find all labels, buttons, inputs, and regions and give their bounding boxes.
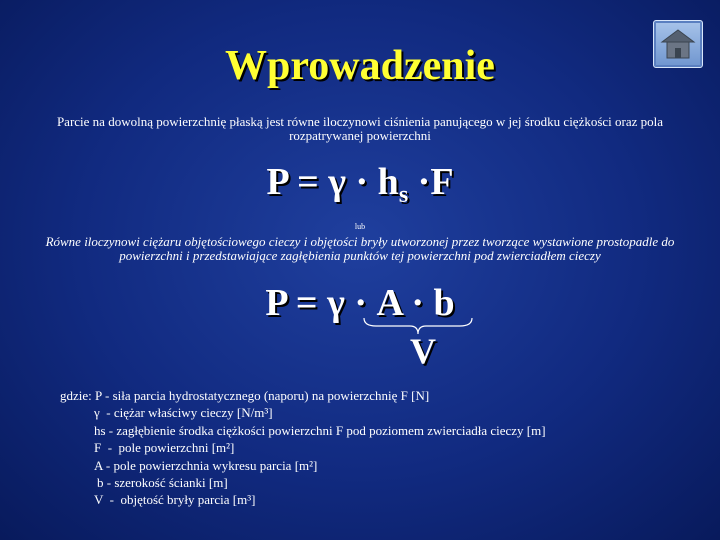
separator-label: lub — [354, 222, 366, 231]
formula-pressure-force — [0, 160, 720, 208]
legend-text: b - szerokość ścianki [m] — [97, 475, 228, 491]
legend-row — [60, 439, 546, 456]
legend-text: gdzie: P - siła parcia hydrostatycznego (naporu) na powierzchnię F [N] — [60, 388, 430, 403]
slide-title: Wprowadzenie — [225, 43, 495, 89]
legend-text: γ - ciężar właściwy cieczy [N/m³] — [94, 405, 273, 421]
formula-volume: P = γ · A · b — [265, 282, 455, 324]
formula-subscript: s — [398, 182, 409, 208]
legend-row — [60, 474, 546, 491]
legend-row — [60, 387, 546, 404]
legend-row — [60, 491, 546, 508]
intro-paragraph: Parcie na dowolną powierzchnię płaską jest równe iloczynowi ciśnienia panującego w jej środku ciężkości oraz pola rozpatrywanej powierzchni — [56, 114, 664, 143]
legend-text: V - objętość bryły parcia [m³] — [94, 492, 256, 508]
formula-rhs: ·F — [408, 161, 454, 203]
home-icon — [660, 27, 696, 61]
brace-label: V — [410, 331, 436, 371]
legend-text: F - pole powierzchni [m²] — [94, 440, 235, 456]
symbol-legend — [60, 387, 546, 509]
home-button[interactable] — [653, 20, 703, 68]
legend-text: A - pole powierzchnia wykresu parcia [m²] — [94, 457, 318, 473]
legend-row — [60, 457, 546, 474]
legend-text: hs - zagłębienie środka ciężkości powierzchni F pod poziomem zwierciadła cieczy [m] — [94, 422, 546, 438]
formula-lhs: P = γ · h — [266, 161, 399, 203]
alternative-paragraph: Równe iloczynowi ciężaru objętościowego cieczy i objętości bryły utworzonej przez tworzące wystawione prostopadle do powierzchni i przedstawiające zagłębienia punktów tej powierzchni pod zwierciadłem cieczy — [45, 234, 675, 263]
legend-row — [60, 422, 546, 439]
legend-row — [60, 404, 546, 421]
